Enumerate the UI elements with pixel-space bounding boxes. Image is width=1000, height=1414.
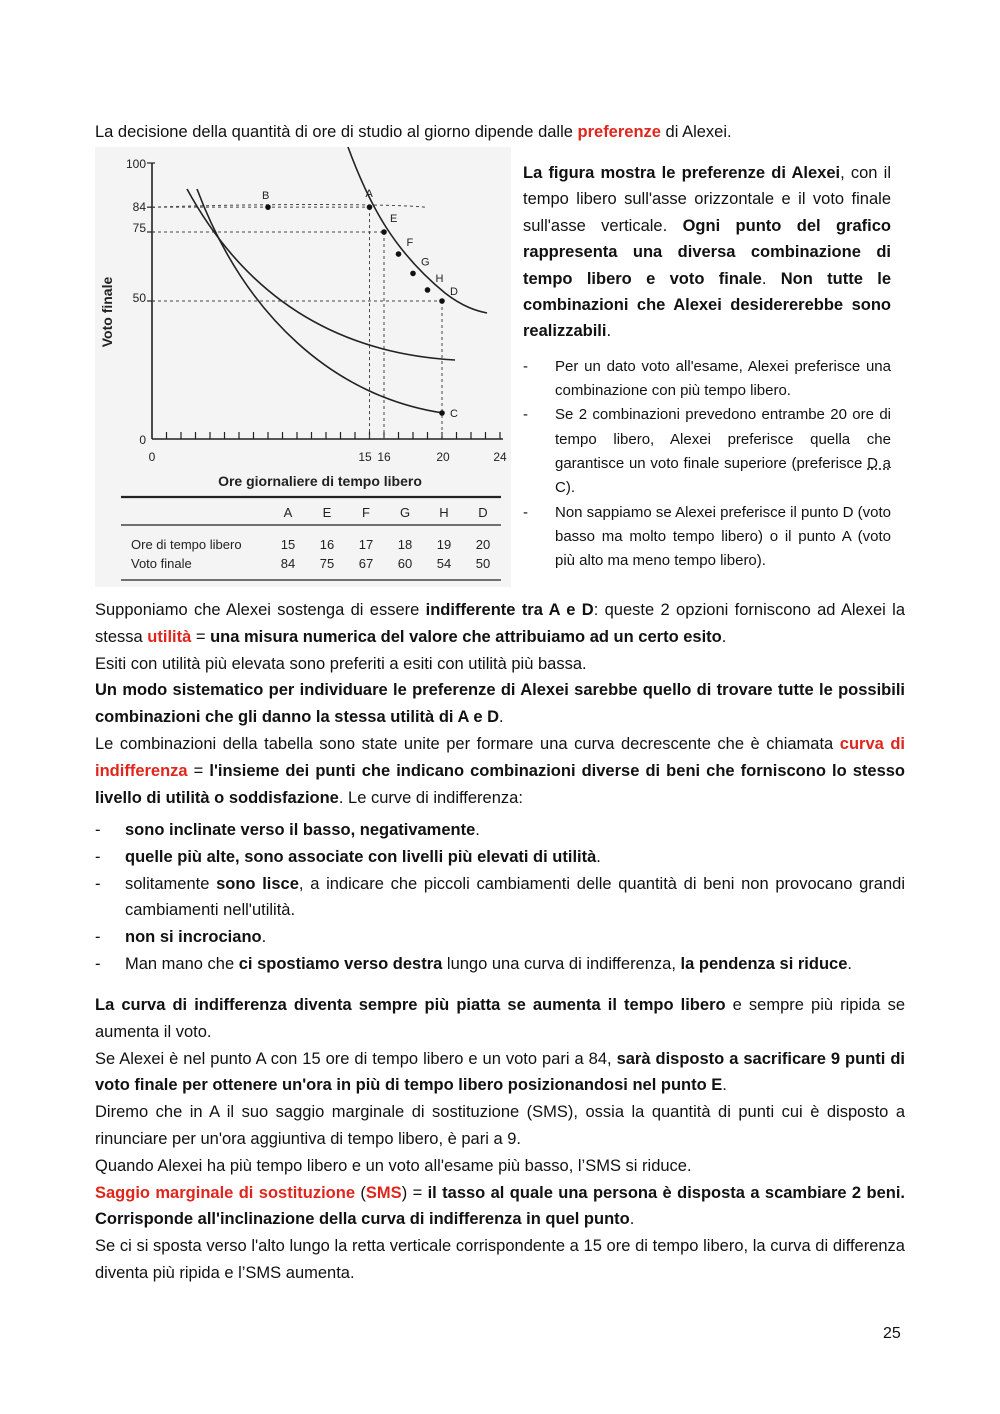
point-e xyxy=(381,229,387,235)
sms-paragraph: La curva di indifferenza diventa sempre più piatta se aumenta il tempo libero e sempre più ripida se aumenta il voto. Se Alexei è nel punto A con 15 ore di tempo libero e un voto pari a 84, sarà disposto a sacrificare 9 punti di voto finale per ottenere un'ora in più di tempo libero posizionandosi nel punto E. Diremo che in A il suo saggio marginale di sostituzione (SMS), ossia la quantità di punti cui è disposto a rinunciare per un'ora aggiuntiva di tempo libero, è pari a 9. Quando Alexei ha più tempo libero e un voto all'esame più basso, l’SMS si riduce. Saggio marginale di sostituzione (SMS) = il tasso al quale una persona è disposta a scambiare 2 beni. Corrisponde all'inclinazione della curva di indifferenza in quel punto. Se ci si sposta verso l'alto lungo la retta verticale corrispondente a 15 ore di tempo libero, la curva di differenza diventa più ripida e l’SMS aumenta. xyxy=(95,996,905,1282)
table-row-label: Ore di tempo libero xyxy=(131,537,242,552)
indifference-curves-figure xyxy=(95,147,511,587)
table-row-label: Voto finale xyxy=(131,556,192,571)
point-label-g: G xyxy=(421,256,430,269)
point-label-e: E xyxy=(390,213,398,225)
list-item: - quelle più alte, sono associate con livelli più elevati di utilità. xyxy=(95,847,601,866)
table-cell: 67 xyxy=(358,556,374,571)
point-label-f: F xyxy=(406,237,414,250)
x-tick-label: 16 xyxy=(377,450,391,464)
table-cell: 19 xyxy=(436,537,452,552)
point-a xyxy=(367,204,373,210)
point-c xyxy=(439,410,445,416)
table-cell: 20 xyxy=(475,537,491,552)
table-cell: 17 xyxy=(358,537,374,552)
intro-text-end: di Alexei. xyxy=(660,123,732,141)
point-b xyxy=(265,204,271,210)
list-item: - Non sappiamo se Alexei preferisce il punto D (voto basso ma molto tempo libero) o il punto A (voto più alto ma meno tempo libero). xyxy=(523,503,892,570)
table-cell: 54 xyxy=(436,556,452,571)
y-tick-label: 100 xyxy=(125,157,146,171)
y-tick-label: 84 xyxy=(132,200,146,214)
x-tick-label: 0 xyxy=(148,450,156,464)
indifference-chart xyxy=(95,147,511,587)
dashed-guides xyxy=(152,205,442,439)
list-item: - Se 2 combinazioni prevedono entrambe 20 ore di tempo libero, Alexei preferisce quella che garantisce un voto finale superiore (preferisce D a C). xyxy=(523,406,891,497)
point-label-a: A xyxy=(365,188,373,201)
x-tick-label: 15 xyxy=(358,450,372,464)
intro-line xyxy=(95,119,905,146)
table-cell: 50 xyxy=(475,556,491,571)
list-item: - solitamente sono lisce, a indicare che piccoli cambiamenti delle quantità di beni non provocano grandi cambiamenti nell'utilità. xyxy=(95,874,905,920)
point-g xyxy=(410,271,416,277)
figure-description xyxy=(523,160,891,574)
point-label-h: H xyxy=(435,272,444,285)
table-cell: 18 xyxy=(397,537,413,552)
table-col-header: G xyxy=(399,505,411,520)
y-tick-label: 75 xyxy=(132,221,146,235)
preference-bullets xyxy=(523,355,891,574)
table-cell: 15 xyxy=(280,537,296,552)
list-item: - non si incrociano. xyxy=(95,928,267,947)
list-item: - Per un dato voto all'esame, Alexei preferisce una combinazione con più tempo libero. xyxy=(523,357,891,400)
x-tick-label: 20 xyxy=(436,450,450,464)
y-axis-title: Voto finale xyxy=(99,276,115,348)
guide-line-84-curve xyxy=(152,205,425,208)
figure-description-paragraph: La figura mostra le preferenze di Alexei, con il tempo libero sull'asse orizzontale e il voto finale sull'asse verticale. Ogni punto del grafico rappresenta una diversa combinazione di tempo libero e voto finale. Non tutte le combinazioni che Alexei desidererebbe sono realizzabili. xyxy=(523,164,891,341)
point-d xyxy=(439,298,445,304)
y-tick-label: 50 xyxy=(132,291,146,305)
table-col-header: H xyxy=(439,505,449,520)
table-cell: 84 xyxy=(280,556,296,571)
x-tick-label: 24 xyxy=(493,450,507,464)
table-col-header: F xyxy=(362,505,370,520)
point-label-b: B xyxy=(262,190,270,203)
point-h xyxy=(425,287,431,293)
indifference-properties-list xyxy=(95,817,905,978)
utility-paragraph: Supponiamo che Alexei sostenga di essere indifferente tra A e D: queste 2 opzioni forniscono ad Alexei la stessa utilità = una misura numerica del valore che attribuiamo ad un certo esito. Esiti con utilità più elevata sono preferiti a esiti con utilità più bassa. Un modo sistematico per individuare le preferenze di Alexei sarebbe quello di trovare tutte le possibili combinazioni che gli danno la stessa utilità di A e D. Le combinazioni della tabella sono state unite per formare una curva decrescente che è chiamata curva di indifferenza = l'insieme dei punti che indicano combinazioni diverse di beni che forniscono lo stesso livello di utilità o soddisfazione. Le curve di indifferenza: xyxy=(95,601,905,807)
point-labels xyxy=(262,188,458,420)
list-item: - Man mano che ci spostiamo verso destra lungo una curva di indifferenza, la pendenza si riduce. xyxy=(95,954,852,973)
preferenze-term: preferenze xyxy=(577,123,661,141)
table-cell: 75 xyxy=(319,556,335,571)
x-axis-title: Ore giornaliere di tempo libero xyxy=(218,473,422,489)
page-number: 25 xyxy=(883,1325,901,1342)
intro-text: La decisione della quantità di ore di studio al giorno dipende dalle xyxy=(95,123,578,141)
table-cell: 16 xyxy=(319,537,335,552)
point-f xyxy=(396,251,402,257)
list-item: - sono inclinate verso il basso, negativamente. xyxy=(95,821,480,839)
table-col-header: D xyxy=(478,505,488,520)
table-cell: 60 xyxy=(397,556,413,571)
x-minor-ticks xyxy=(167,432,501,439)
point-label-d: D xyxy=(450,286,458,298)
indifference-curve-high xyxy=(348,147,487,313)
y-tick-label: 0 xyxy=(139,433,146,447)
point-label-c: C xyxy=(450,408,458,420)
table-col-header: A xyxy=(283,505,293,520)
table-col-header: E xyxy=(322,505,332,520)
